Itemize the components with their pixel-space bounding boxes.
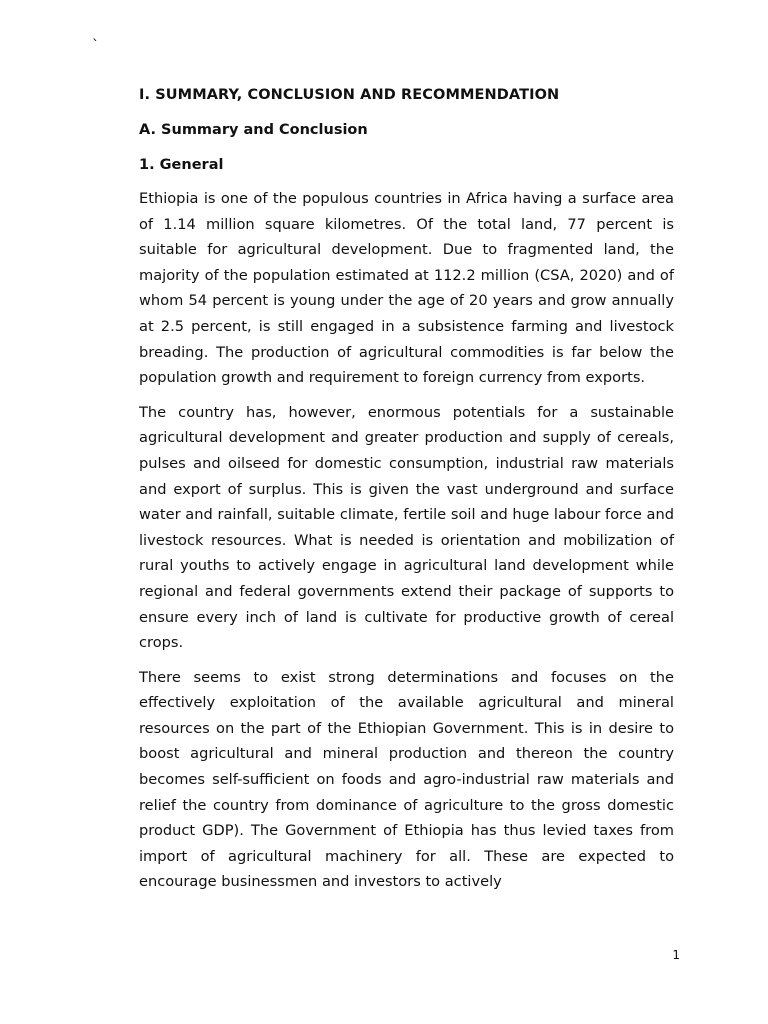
paragraph: The country has, however, enormous potentials for a sustainable agricultural development and greater production and supply of cereals, pulses and oilseed for domestic consumption, industrial raw materials and export of surplus. This is given the vast underground and surface water and rainfall, suitable climate, fertile soil and huge labour force and livestock resources. What is needed is orientation and mobilization of rural youths to actively engage in agricultural land development while regional and federal governments extend their package of supports to ensure every inch of land is cultivate for productive growth of cereal crops.	[139, 403, 674, 652]
section-heading: 1. General	[139, 157, 224, 173]
document-body	[139, 84, 674, 904]
subheading: A. Summary and Conclusion	[139, 122, 368, 138]
page-number: 1	[672, 948, 680, 962]
corner-mark: `	[92, 38, 99, 54]
paragraph: There seems to exist strong determinations and focuses on the effectively exploitation of the available agricultural and mineral resources on the part of the Ethiopian Government. This is in desire to boost agricultural and mineral production and thereon the country becomes self-sufficient on foods and agro-industrial raw materials and relief the country from dominance of agriculture to the gross domestic product GDP). The Government of Ethiopia has thus levied taxes from import of agricultural machinery for all. These are expected to encourage businessmen and investors to actively	[139, 668, 674, 891]
paragraph: Ethiopia is one of the populous countries in Africa having a surface area of 1.14 million square kilometres. Of the total land, 77 percent is suitable for agricultural development. Due to fragmented land, the majority of the population estimated at 112.2 million (CSA, 2020) and of whom 54 percent is young under the age of 20 years and grow annually at 2.5 percent, is still engaged in a subsistence farming and livestock breading. The production of agricultural commodities is far below the population growth and requirement to foreign currency from exports.	[139, 190, 674, 387]
main-heading: I. SUMMARY, CONCLUSION AND RECOMMENDATION	[139, 87, 560, 103]
